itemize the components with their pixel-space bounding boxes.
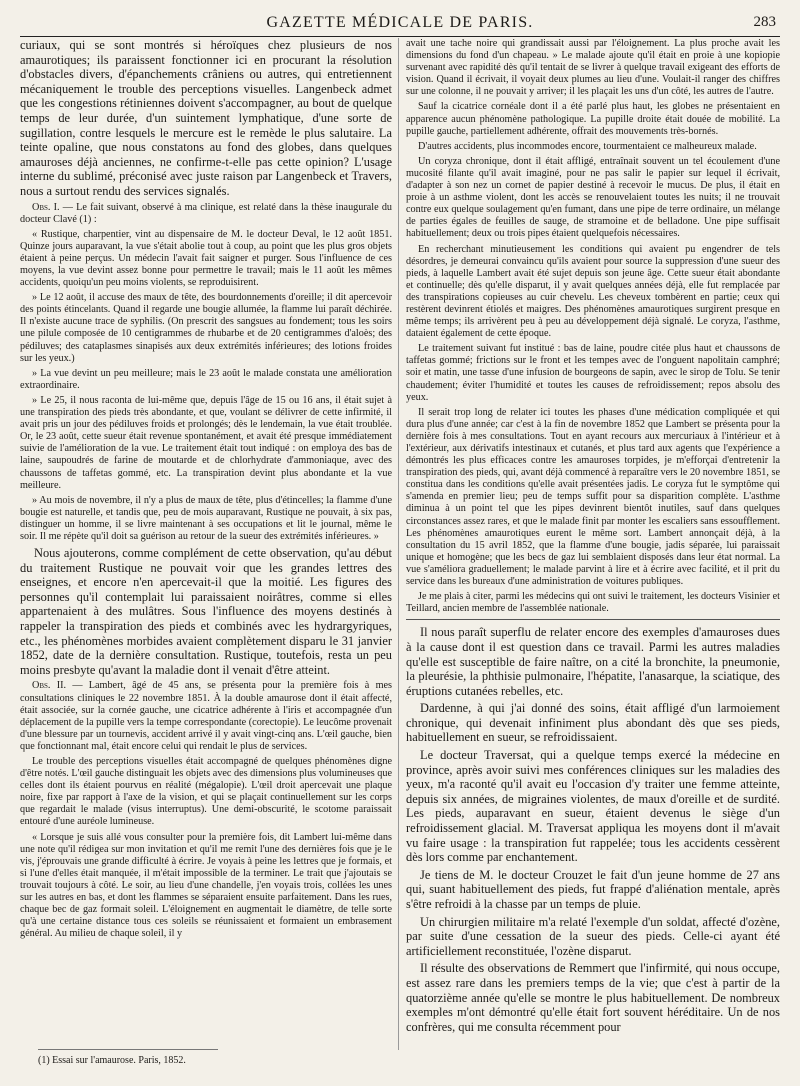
observation-paragraph xyxy=(20,680,392,753)
paragraph: curiaux, qui se sont montrés si héroïques chez plusieurs de nos amaurotiques; ils paraissent fonctionner ici en procurant la résolution d'obstacles divers, d'épanchements crâniens ou autres, qui entretiennent mécaniquement le trouble des perceptions visuelles. Langenbeck admet que les congestions rétiniennes doivent s'accompagner, au bout de quelque temps de leur durée, d'un suintement lymphatique, d'une sorte de sugillation, contre lesquels le mercure est le remède le plus salutaire. La teinte opaline, que nous constatons au fond des globes, dans quelques amauroses déjà anciennes, ne confirme-t-elle pas cette opinion? L'usage interne du sublimé, préconisé avec juste raison par Langenbeck et Travers, nous a surtout rendu des services signalés. xyxy=(20,38,392,198)
paragraph: Dardenne, à qui j'ai donné des soins, était affligé d'un larmoiement chronique, qui devenait infiniment plus abondant dès que ses pieds, habituellement en sueur, se refroidissaient. xyxy=(406,701,780,745)
column-divider xyxy=(398,38,399,1050)
paragraph: Nous ajouterons, comme complément de cette observation, qu'au début du traitement Rustique ne pouvait voir que les grandes lettres des enseignes, et encore n'en apercevait-il que la moitié. Les figures des personnes qu'il contemplait lui paraissaient noirâtres, comme si elles appartenaient à des mulâtres. Sous l'influence des moyens destinés à rappeler la transpiration des pieds et combinés avec les hydrargyriques, etc., les phénomènes morbides avaient complètement disparu le 31 janvier 1852, date de la dernière consultation. Rustique, toutefois, resta un peu moins presbyte qu'avant la maladie dont il venait d'être atteint. xyxy=(20,546,392,677)
paragraph: » Le 25, il nous raconta de lui-même que, depuis l'âge de 15 ou 16 ans, il était sujet à une transpiration des pieds très abondante, et que, voulant se délivrer de cette infirmité, il avait pris un jour des pédiluves froids et prolongés; dès le lendemain, la vue était troublée. Or, le 23 août, cette sueur était revenue spontanément, et avait été presque immédiatement suivie de l'amélioration de la vue. Le traitement était tout indiqué : on employa des bas de laine, saupoudrés de farine de moutarde et de chlorhydrate d'ammoniaque, avec des chaussons de taffetas gommé, etc. La transpiration devint plus abondante et la vue meilleure. xyxy=(20,394,392,491)
page-number: 283 xyxy=(753,14,776,30)
paragraph: En recherchant minutieusement les conditions qui avaient pu engendrer de tels désordres, je demeurai convaincu qu'ils avaient pour source la suppression d'une sueur des pieds, à laquelle Lambert avait été sujet depuis son jeune âge. Cette sueur était abondante et continuelle; dès qu'elle disparut, il y avait quelques années déjà, elle fut remplacée par des transpirations copieuses au cuir chevelu. Les cheveux tombèrent en partie; ceux qui restèrent devinrent étiolés et maigres. Des phénomènes amaurotiques surgirent presque en même temps; ils arrivèrent peu à peu au développement déjà signalé. Le coryza, l'asthme, dataient également de cette époque. xyxy=(406,243,780,340)
paragraph: D'autres accidents, plus incommodes encore, tourmentaient ce malheureux malade. xyxy=(418,140,757,152)
paragraph: » La vue devint un peu meilleure; mais le 23 août le malade constata une amélioration extraordinaire. xyxy=(20,367,392,391)
section-rule xyxy=(406,619,780,620)
observation-intro xyxy=(20,202,392,226)
paragraph: Il nous paraît superflu de relater encore des exemples d'amauroses dues à la cause dont il est question dans ce travail. Parmi les autres maladies qu'elle est susceptible de faire naître, on a cité la bronchite, la pneumonie, la pleurésie, la phthisie pulmonaire, l'hépatite, l'anasarque, la sciatique, des éruptions cutanées rebelles, etc. xyxy=(406,625,780,698)
paragraph: Je me plais à citer, parmi les médecins qui ont suivi le traitement, les docteurs Visinier et Teillard, ancien membre de l'assemblée nationale. xyxy=(406,591,780,615)
observation-heading: Obs. II. xyxy=(32,680,67,692)
observation-heading: Obs. I. xyxy=(32,201,60,213)
left-column xyxy=(20,38,392,1050)
paragraph: » Au mois de novembre, il n'y a plus de maux de tête, plus d'étincelles; la flamme d'une bougie est naturelle, et tandis que, peu de mois auparavant, Rustique ne pouvait, à six pas, distinguer un homme, il se livre maintenant à ses occupations et lit le journal, même le soir. Il me répète qu'il doit sa guérison au retour de la sueur des extrémités inférieures. » xyxy=(20,494,392,542)
paragraph: Il serait trop long de relater ici toutes les phases d'une médication compliquée et qui dura plus d'une année; car c'est à la fin de novembre 1852 que Lambert se présenta pour la dernière fois à mes consultations. Tout en ayant recours aux mercuriaux à l'intérieur et à l'extérieur, aux dérivatifs intestinaux et cutanés, et plus tard aux agents que l'expérience a démontrés les plus efficaces contre les amauroses torpides, je m'efforçai d'entretenir la transpiration des pieds, qui, avant déjà commencé à reparaître vers le 20 novembre 1851, se constitua dans les conditions qu'elle avait présentées jadis. Le coryza fut le symptôme qui s'amenda en premier lieu; peu de temps suffit pour sa disparition complète. L'asthme diminua à un point tel que les pipes devinrent bientôt inutiles, sauf dans quelques circonstances assez rares, et que le malade finit par monter les escaliers sans essoufflement. Les phénomènes amaurotiques eurent le même sort. Lambert annonçait déjà, à la consultation du 15 avril 1852, que la flamme d'une bougie, jadis séparée, lui paraissait unique et homogène; que les becs de gaz lui semblaient disposés dans leur état normal. La vue s'améliora graduellement; le malade parvint à lire et à écrire avec facilité, et il prit du service dans les bureaux d'une administration de voitures publiques. xyxy=(406,406,780,588)
paragraph: avait une tache noire qui grandissait aussi par l'éloignement. La plus proche avait les dimensions du fond d'un chapeau. » Le malade ajoute qu'il était en proie à une kopiopie survenant avec rapidité dès qu'il tentait de se livrer à quelque travail exigeant des efforts de vision. Quand il écrivait, il voyait deux plumes au lieu d'une. Voulait-il ranger des chiffres sur une colonne, il ne pouvait y arriver; il les plaçait les uns d'un côté, les autres de l'autre. xyxy=(406,38,780,98)
paragraph: « Rustique, charpentier, vint au dispensaire de M. le docteur Deval, le 12 août 1851. Quinze jours auparavant, la vue s'était abolie tout à coup, au point que les plus gros objets étaient à peine perçus. Un médecin l'avait fait saigner et purger. Sous l'influence de ces moyens, la vue devint assez bonne pour permettre le travail; mais le 11 août les mêmes accidents, quoiqu'un peu moins violents, se reproduisirent. xyxy=(20,228,392,289)
footnote: (1) Essai sur l'amaurose. Paris, 1852. xyxy=(38,1055,186,1066)
paragraph: Le traitement suivant fut institué : bas de laine, poudre citée plus haut et chaussons de taffetas gommé; frictions sur le front et les tempes avec de l'onguent napolitain camphré; soir et matin, une tasse d'une infusion de bourgeons de sapin, avec le sirop de Tolu. Se tenir chaudement; éviter l'humidité et toutes les causes de refroidissement; repos absolu des yeux. xyxy=(406,343,780,403)
paragraph: Un coryza chronique, dont il était affligé, entraînait souvent un tel écoulement d'une mucosité filante qu'il avait imaginé, pour ne pas salir le papier sur lequel il écrivait, d'adapter à son nez un cornet de papier destiné à recevoir le mucus. De plus, il était en proie à un asthme violent, dont les accès se renouvelaient toutes les nuits; il ne trouvait contre eux quelque soulagement qu'en fumant, dans une pipe de terre ordinaire, un mélange de parties égales de feuilles de sauge, de stramoine et de belladone. Une pipe suffisait habituellement; deux ou trois pipes étaient quelquefois nécessaires. xyxy=(406,155,780,240)
running-header xyxy=(20,12,780,37)
observation-intro-text: — Le fait suivant, observé à ma clinique, est relaté dans la thèse inaugurale du docteur Clavé (1) : xyxy=(20,201,392,225)
paragraph: Le docteur Traversat, qui a quelque temps exercé la médecine en province, après avoir suivi mes conférences cliniques sur les maladies des yeux, m'a raconté qu'il avait eu l'occasion d'y traiter une femme atteinte, depuis six années, de migraines violentes, de maux d'oreille et de surdité. Les pieds, auparavant en sueur, étaient devenus le siège d'un refroidissement glacial. M. Traversat appliqua les moyens dont il m'avait vu faire usage : la transpiration fut rappelée; tous les accidents cessèrent dès lors comme par enchantement. xyxy=(406,748,780,865)
paragraph: Un chirurgien militaire m'a relaté l'exemple d'un soldat, affecté d'ozène, par suite d'une cessation de la sueur des pieds. Celle-ci ayant été artificiellement reconstituée, l'ozène disparut. xyxy=(406,914,780,958)
paragraph: Il résulte des observations de Remmert que l'infirmité, qui nous occupe, est assez rare dans les premiers temps de la vie; que c'est à partir de la quatorzième année qu'elle se montre le plus habituellement. De nombreux exemples m'ont démontré qu'elle était fort souvent héréditaire. Un de nos confrères, qui me consulta récemment pour xyxy=(406,961,780,1034)
paragraph: Le trouble des perceptions visuelles était accompagné de quelques phénomènes digne d'être notés. L'œil gauche distinguait les objets avec des dimensions plus volumineuses que celles dont ils étaient pourvus en réalité (mégalopie). L'œil droit apercevait une plaque noire, fixe par rapport à l'axe de la vision, et qui se plaçait continuellement sur les corps que regardait le malade (visus interruptus). Une demi-obscurité, le scotome paraissait entouré d'une auréole lumineuse. xyxy=(20,755,392,828)
paragraph: Sauf la cicatrice cornéale dont il a été parlé plus haut, les globes ne présentaient en apparence aucun phénomène pathologique. La pupille droite était douée de mobilité. La pupille gauche, partiellement adhérente, offrait des mouvements très-bornés. xyxy=(406,101,780,137)
footnote-rule xyxy=(38,1049,218,1050)
paragraph: « Lorsque je suis allé vous consulter pour la première fois, dit Lambert lui-même dans une note qu'il rédigea sur mon invitation et qu'il me remit l'une des dernières fois que je le vis, j'éprouvais une grande difficulté à écrire. Je voyais à peine les lettres que je formais, et si l'une d'elles était manquée, il m'était impossible de la terminer. Le trait que j'ajoutais se trouvait toujours à côté. Le soir, au lieu d'une chandelle, j'en voyais trois, collées les unes sur les autres en bas, et dont les flammes se séparaient ensuite parfaitement. Dans les rues, chaque bec de gaz formait soleil. L'éloignement en augmentait le diamètre, de telle sorte qu'à une certaine distance tous ces soleils se réunissaient et formaient un embrasement général. Au milieu de chaque soleil, il y xyxy=(20,831,392,940)
paragraph: » Le 12 août, il accuse des maux de tête, des bourdonnements d'oreille; il dit apercevoir des points étincelants. Quand il regarde une bougie allumée, la flamme lui paraît déchirée. Il n'existe aucune trace de syphilis. (On prescrit des sangsues au fondement; tous les soirs une pilule composée de 10 centigrammes de rhubarbe et de 20 centigrammes d'aloès; des pédiluves; des cataplasmes sinapisés aux deux extrémités inférieures; des lotions froides sur les yeux.) xyxy=(20,292,392,364)
paragraph: Je tiens de M. le docteur Crouzet le fait d'un jeune homme de 27 ans qui, suant habituellement des pieds, fut frappé d'aliénation mentale, après s'être refroidi à la chasse par un temps de pluie. xyxy=(406,867,780,911)
text-columns xyxy=(20,38,780,1050)
right-column xyxy=(406,38,780,1050)
observation-text: — Lambert, âgé de 45 ans, se présenta pour la première fois à mes consultations cliniques le 22 novembre 1851. À la double amaurose dont il était affecté, était associée, sur la cornée gauche, une cicatrice adhérente à l'iris et accompagnée d'un déplacement de la pupille vers la tempe correspondante (corectopie). Le leucôme provenait d'une blessure par un tournevis, accident arrivé il y avait vingt-cinq ans. L'œil gauche, bien que fonctionnant mal, était encore celui qui rendait le plus de services. xyxy=(20,680,392,752)
journal-title: GAZETTE MÉDICALE DE PARIS. xyxy=(266,14,534,31)
